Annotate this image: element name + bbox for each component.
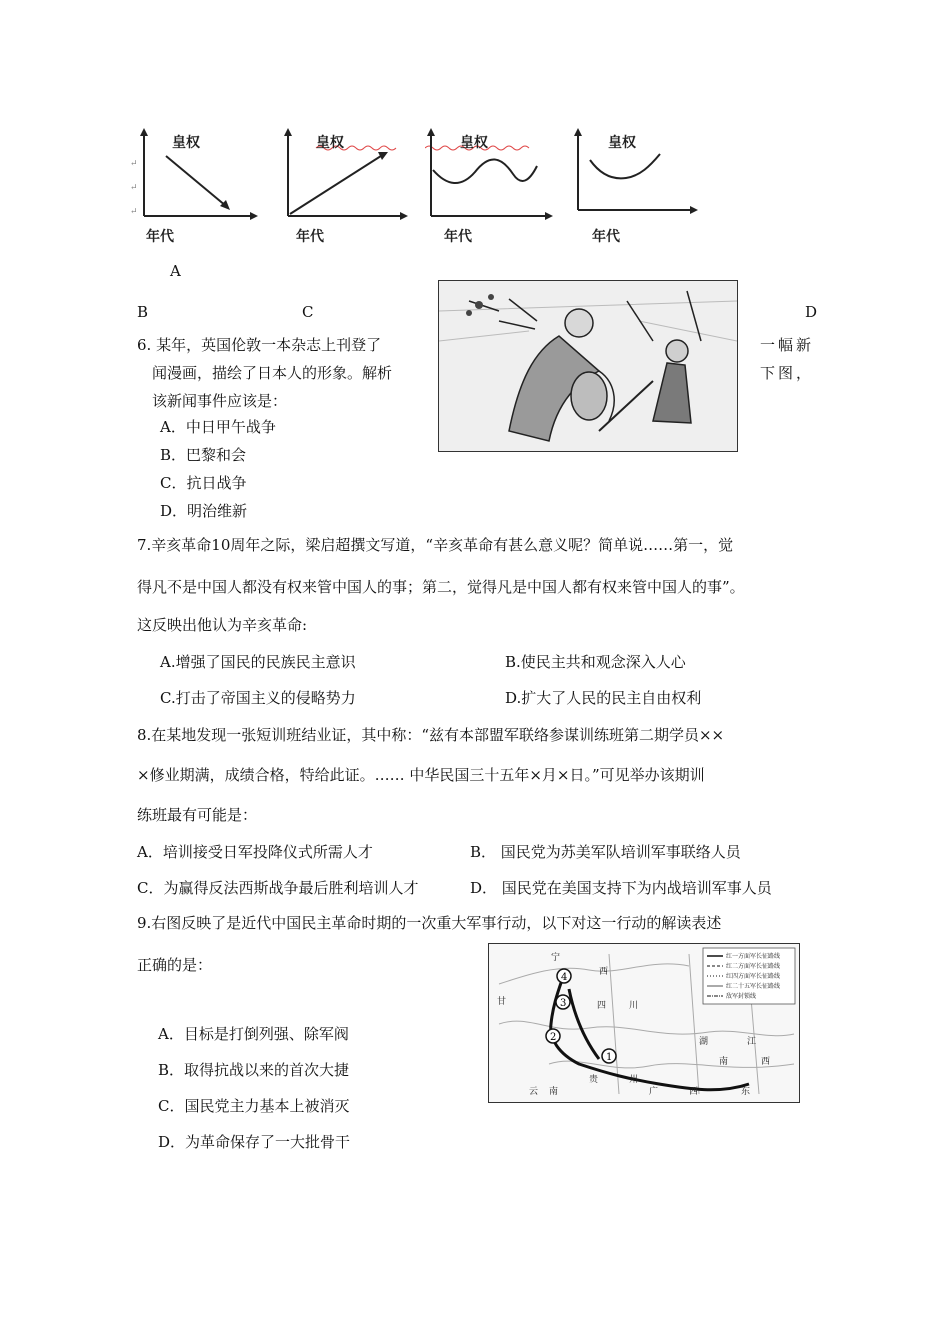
map-marker-1: 1 <box>606 1052 613 1063</box>
q7-option-d: D.扩大了人民的民主自由权利 <box>505 689 702 707</box>
q6-option-b: B．巴黎和会 <box>160 446 247 464</box>
option-letter-c: C <box>302 303 314 321</box>
map-label: 贵 <box>589 1075 599 1085</box>
q8-option-c: C．为赢得反法西斯战争最后胜利培训人才 <box>137 879 419 897</box>
map-label: 宁 <box>551 953 561 963</box>
graph-b-ylabel: 皇权 <box>316 135 344 151</box>
news-cartoon-image <box>438 280 738 452</box>
option-letter-d: D <box>805 303 818 321</box>
map-legend-item: 红四方面军长征路线 <box>726 973 781 980</box>
svg-text:↵: ↵ <box>130 207 138 217</box>
map-label: 湖 <box>699 1037 709 1047</box>
q6-line2-right: 下图， <box>760 364 815 382</box>
q7-line2: 得凡不是中国人都没有权来管中国人的事；第二，觉得凡是中国人都有权来管中国人的事”。 <box>137 578 745 596</box>
q8-line3: 练班最有可能是： <box>137 806 258 824</box>
q9-option-c: C．国民党主力基本上被消灭 <box>158 1097 350 1115</box>
graph-d-xlabel: 年代 <box>592 229 620 245</box>
map-label: 南 <box>549 1087 559 1097</box>
q7-option-a: A.增强了国民的民族民主意识 <box>160 653 356 671</box>
graph-a-ylabel: 皇权 <box>172 135 200 151</box>
q9-option-a: A．目标是打倒列强、除军阀 <box>158 1025 349 1043</box>
map-label: 西 <box>599 967 609 977</box>
graph-a-xlabel: 年代 <box>146 229 174 245</box>
map-label: 西 <box>761 1057 771 1067</box>
map-legend-item: 红二方面军长征路线 <box>726 963 781 970</box>
graph-d <box>570 124 705 224</box>
q6-line1-left: 6. 某年，英国伦敦一本杂志上刊登了 <box>137 336 382 354</box>
graph-c <box>425 124 560 224</box>
q6-line3: 该新闻事件应该是： <box>152 392 288 410</box>
map-label: 西 <box>689 1087 699 1097</box>
graph-c-xlabel: 年代 <box>444 229 472 245</box>
svg-text:↵: ↵ <box>130 159 138 169</box>
map-label: 川 <box>629 1001 639 1011</box>
map-label: 云 <box>529 1087 539 1097</box>
option-letter-b: B <box>137 303 149 321</box>
q9-option-b: B．取得抗战以来的首次大捷 <box>158 1061 350 1079</box>
q6-option-a: A．中日甲午战争 <box>160 418 276 436</box>
q6-line2-left: 闻漫画，描绘了日本人的形象。解析 <box>152 364 393 382</box>
map-label: 四 <box>597 1001 607 1011</box>
q8-option-a: A．培训接受日军投降仪式所需人才 <box>137 843 373 861</box>
graph-b-xlabel: 年代 <box>296 229 324 245</box>
map-label: 州 <box>629 1075 639 1085</box>
q8-option-b: B． 国民党为苏美军队培训军事联络人员 <box>470 843 741 861</box>
map-label: 江 <box>747 1037 757 1047</box>
svg-text:↵: ↵ <box>130 183 138 193</box>
graph-d-ylabel: 皇权 <box>608 135 636 151</box>
map-marker-3: 3 <box>560 998 567 1009</box>
q6-option-c: C．抗日战争 <box>160 474 247 492</box>
q7-option-b: B.使民主共和观念深入人心 <box>505 653 686 671</box>
map-marker-4: 4 <box>561 972 568 983</box>
map-marker-2: 2 <box>550 1032 557 1043</box>
graph-b <box>280 124 415 224</box>
q9-line1: 9.右图反映了是近代中国民主革命时期的一次重大军事行动，以下对这一行动的解读表述 <box>137 914 722 932</box>
q8-line2: ×修业期满，成绩合格，特给此证。…… 中华民国三十五年×月×日。”可见举办该期训 <box>137 766 705 784</box>
q9-line2: 正确的是： <box>137 956 213 974</box>
map-legend-item: 红一方面军长征路线 <box>726 953 781 960</box>
q9-option-d: D．为革命保存了一大批骨干 <box>158 1133 351 1151</box>
long-march-map <box>488 943 800 1103</box>
map-label: 东 <box>741 1087 751 1097</box>
q6-line1-right: 一幅新 <box>760 336 815 354</box>
q8-line1: 8.在某地发现一张短训班结业证，其中称：“兹有本部盟军联络参谋训练班第二期学员×× <box>137 726 725 744</box>
map-label: 南 <box>719 1057 729 1067</box>
map-legend-item: 敌军封锁线 <box>726 993 757 1000</box>
q8-option-d: D． 国民党在美国支持下为内战培训军事人员 <box>470 879 772 897</box>
map-legend <box>703 948 795 1004</box>
map-legend-item: 红二十五军长征路线 <box>726 983 781 990</box>
q6-option-d: D．明治维新 <box>160 502 248 520</box>
map-label: 甘 <box>497 997 507 1007</box>
q7-line1: 7.辛亥革命10周年之际，梁启超撰文写道，“辛亥革命有甚么意义呢？简单说……第一，觉 <box>137 536 734 554</box>
map-label: 广 <box>649 1087 659 1097</box>
q7-option-c: C.打击了帝国主义的侵略势力 <box>160 689 356 707</box>
option-letter-a: A <box>170 262 181 280</box>
graph-c-ylabel: 皇权 <box>460 135 488 151</box>
q7-line3: 这反映出他认为辛亥革命: <box>137 616 308 634</box>
